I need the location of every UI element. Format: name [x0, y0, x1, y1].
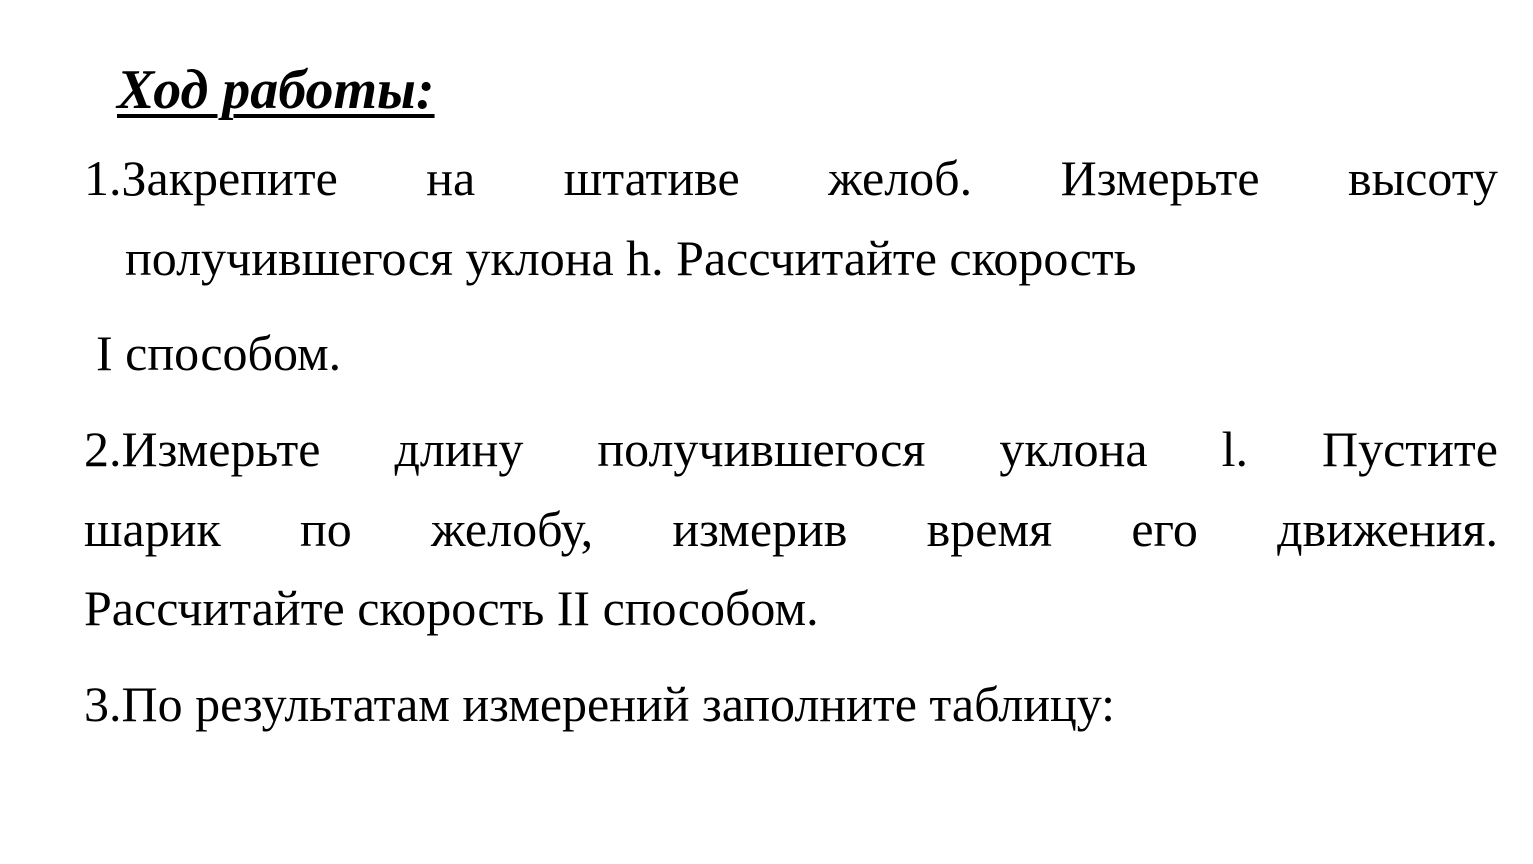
word: его — [1131, 501, 1198, 557]
word: получившегося — [597, 421, 926, 477]
word: 1.Закрепите — [84, 150, 338, 206]
step-2-line-1 — [84, 419, 1498, 479]
step-1-line-2: получившегося уклона h. Рассчитайте скорость — [125, 230, 1137, 286]
word: по — [300, 501, 352, 557]
word: желоб. — [828, 150, 973, 206]
word: на — [426, 150, 476, 206]
step-1-line-3: I способом. — [96, 325, 342, 381]
step-1-line-1 — [84, 148, 1498, 208]
step-2-line-2 — [84, 499, 1498, 559]
word: желобу, — [431, 501, 594, 557]
slide-title: Ход работы: — [117, 59, 435, 121]
step-2-line-3: Рассчитайте скорость II способом. — [84, 580, 819, 636]
word: Пустите — [1322, 421, 1498, 477]
word: l. — [1221, 421, 1248, 477]
word: время — [926, 501, 1053, 557]
word: высоту — [1348, 150, 1498, 206]
word: Измерьте — [1060, 150, 1260, 206]
step-3-line-1: 3.По результатам измерений заполните таблицу: — [84, 676, 1115, 732]
word: штативе — [563, 150, 740, 206]
word: движения. — [1277, 501, 1498, 557]
word: измерив — [672, 501, 848, 557]
word: длину — [394, 421, 524, 477]
word: уклона — [999, 421, 1148, 477]
word: 2.Измерьте — [84, 421, 321, 477]
word: шарик — [84, 501, 221, 557]
